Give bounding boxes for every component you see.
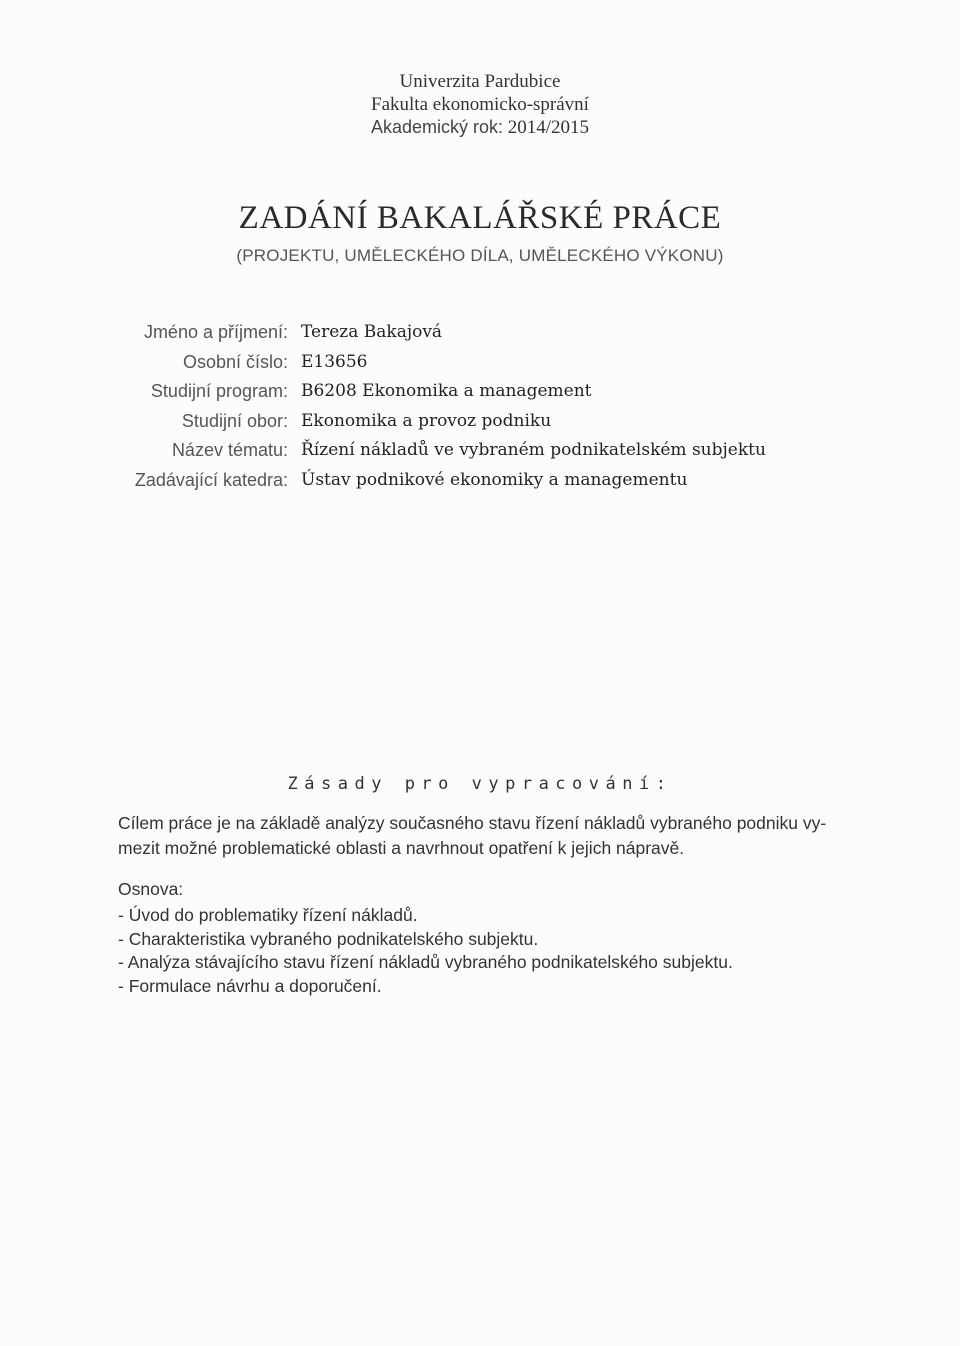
document-title: ZADÁNÍ BAKALÁŘSKÉ PRÁCE (238, 200, 722, 236)
info-row-name (0, 322, 960, 352)
student-info-table (0, 322, 960, 500)
guidelines-paragraph (118, 811, 866, 861)
info-label: Jméno a příjmení: (143, 322, 288, 342)
university-name: Univerzita Pardubice (399, 71, 561, 92)
info-value: E13656 (301, 351, 368, 372)
info-label: Osobní číslo: (182, 351, 288, 372)
guidelines-heading: Zásady pro vypracování: (287, 774, 673, 794)
info-value: Ústav podnikové ekonomiky a managementu (301, 469, 688, 490)
outline-title: Osnova: (118, 879, 184, 899)
academic-year-label: Akademický rok: (370, 117, 503, 137)
info-label: Název tématu: (171, 440, 288, 461)
paragraph-line: Cílem práce je na základě analýzy současného stavu řízení nákladů vybraného podniku vy- (118, 813, 827, 833)
faculty-name: Fakulta ekonomicko-správní (371, 94, 589, 115)
document-subtitle: (PROJEKTU, UMĚLECKÉHO DÍLA, UMĚLECKÉHO VÝKONU) (236, 246, 724, 265)
document-header (0, 70, 960, 139)
info-label: Studijní program: (150, 381, 288, 402)
info-row-field-of-study (0, 411, 960, 441)
info-value: Ekonomika a provoz podniku (301, 410, 552, 431)
info-row-topic (0, 440, 960, 470)
info-value: Tereza Bakajová (301, 322, 443, 342)
info-value: B6208 Ekonomika a management (301, 381, 592, 402)
info-label: Studijní obor: (181, 410, 288, 431)
academic-year-value: 2014/2015 (507, 117, 590, 138)
outline-item: - Analýza stávajícího stavu řízení nákladů vybraného podnikatelského subjektu. (118, 952, 733, 973)
academic-year-line (0, 116, 960, 139)
outline-item: - Úvod do problematiky řízení nákladů. (118, 904, 418, 925)
info-row-department (0, 470, 960, 500)
info-value: Řízení nákladů ve vybraném podnikatelském subjektu (301, 440, 766, 461)
info-row-personal-number (0, 352, 960, 382)
outline-list (118, 878, 878, 999)
info-label: Zadávající katedra: (134, 469, 288, 490)
paragraph-line: mezit možné problematické oblasti a navrhnout opatření k jejich nápravě. (118, 838, 685, 858)
outline-item: - Formulace návrhu a doporučení. (118, 976, 382, 997)
outline-item: - Charakteristika vybraného podnikatelského subjektu. (118, 928, 539, 949)
info-row-study-program (0, 381, 960, 411)
